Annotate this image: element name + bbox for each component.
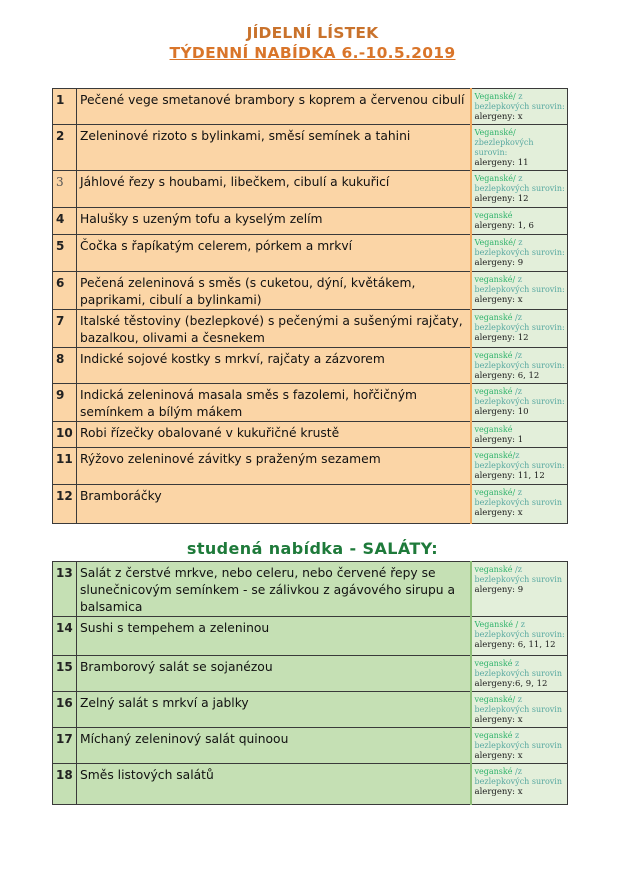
dish-number: 14 [53, 617, 77, 656]
menu-row [53, 384, 568, 422]
dish-number: 6 [53, 272, 77, 310]
vegan-label: Veganské/ [474, 92, 516, 101]
gluten-free-label: z bezlepkových surovin: [474, 238, 565, 257]
dish-info [471, 89, 568, 125]
gluten-free-label: /z bezlepkových surovin: [474, 313, 565, 332]
allergens-label: alergeny: 1, 6 [474, 221, 534, 231]
dish-number: 17 [53, 728, 77, 764]
dish-number: 7 [53, 310, 77, 348]
dish-name: Jáhlové řezy s houbami, libečkem, cibulí a kukuřicí [77, 171, 471, 208]
dish-info [471, 617, 568, 656]
menu-row [53, 448, 568, 485]
dish-number: 16 [53, 692, 77, 728]
menu-row [53, 125, 568, 171]
menu-row [53, 656, 568, 692]
dish-info [471, 310, 568, 348]
dish-name: Bramborový salát se sojanézou [77, 656, 471, 692]
dish-name: Indické sojové kostky s mrkví, rajčaty a zázvorem [77, 348, 471, 384]
menu-row [53, 272, 568, 310]
allergens-label: alergeny: 11 [474, 158, 529, 168]
dish-number: 13 [53, 562, 77, 617]
dish-name: Čočka s řapíkatým celerem, pórkem a mrkví [77, 235, 471, 272]
allergens-label: alergeny: 11, 12 [474, 471, 545, 481]
gluten-free-label: z bezlepkových surovin: [474, 451, 565, 470]
menu-row [53, 171, 568, 208]
dish-number: 4 [53, 208, 77, 235]
menu-row [53, 485, 568, 524]
dish-number: 12 [53, 485, 77, 524]
menu-row [53, 310, 568, 348]
allergens-label: alergeny: 10 [474, 407, 529, 417]
dish-number: 1 [53, 89, 77, 125]
gluten-free-label: z bezlepkových surovin: [474, 174, 565, 193]
vegan-label: veganské/ [474, 451, 516, 460]
dish-info [471, 448, 568, 485]
dish-name: Míchaný zeleninový salát quinoou [77, 728, 471, 764]
allergens-label: alergeny: x [474, 508, 523, 518]
dish-name: Salát z čerstvé mrkve, nebo celeru, nebo červené řepy se slunečnicovým semínkem - se zálivkou z agávového sirupu a balsamica [77, 562, 471, 617]
vegan-label: veganské/ [474, 695, 516, 704]
dish-name: Zeleninové rizoto s bylinkami, směsí semínek a tahini [77, 125, 471, 171]
allergens-label: alergeny: 9 [474, 258, 524, 268]
menu-row [53, 208, 568, 235]
menu-row [53, 89, 568, 125]
vegan-label: veganské [474, 313, 513, 322]
menu-row [53, 617, 568, 656]
menu-row [53, 562, 568, 617]
gluten-free-label: z bezlepkových surovin [474, 731, 562, 750]
dish-info [471, 728, 568, 764]
gluten-free-label: /z bezlepkových surovin [474, 565, 562, 584]
dish-info [471, 348, 568, 384]
vegan-label: veganské [474, 565, 513, 574]
gluten-free-label: z bezlepkových surovin: [474, 620, 565, 639]
dish-info [471, 656, 568, 692]
menu-row [53, 728, 568, 764]
dish-name: Indická zeleninová masala směs s fazolemi, hořčičným semínkem a bílým mákem [77, 384, 471, 422]
allergens-label: alergeny: 6, 11, 12 [474, 640, 556, 650]
allergens-label: alergeny: x [474, 715, 523, 725]
allergens-label: alergeny: x [474, 112, 523, 122]
gluten-free-label: /z bezlepkových surovin: [474, 351, 565, 370]
dish-info [471, 562, 568, 617]
vegan-label: veganské [474, 767, 513, 776]
dish-info [471, 272, 568, 310]
page-title: JÍDELNÍ LÍSTEK [246, 24, 379, 42]
dish-name: Pečené vege smetanové brambory s koprem a červenou cibulí [77, 89, 471, 125]
menu-row [53, 348, 568, 384]
allergens-label: alergeny: 9 [474, 585, 524, 595]
allergens-label: alergeny: x [474, 751, 523, 761]
gluten-free-label: /z bezlepkových surovin: [474, 387, 565, 406]
dish-info [471, 235, 568, 272]
dish-number: 3 [53, 171, 77, 208]
dish-number: 9 [53, 384, 77, 422]
gluten-free-label: /z bezlepkových surovin [474, 767, 562, 786]
menu-row [53, 692, 568, 728]
allergens-label: alergeny: x [474, 295, 523, 305]
dish-info [471, 384, 568, 422]
dish-info [471, 208, 568, 235]
page-subtitle: TÝDENNÍ NABÍDKA 6.-10.5.2019 [169, 44, 456, 62]
dish-name: Rýžovo zeleninové závitky s praženým sezamem [77, 448, 471, 485]
vegan-label: veganské [474, 659, 513, 668]
vegan-label: veganské [474, 387, 513, 396]
dish-name: Směs listových salátů [77, 764, 471, 805]
menu-row [53, 422, 568, 448]
dish-name: Bramboráčky [77, 485, 471, 524]
dish-name: Italské těstoviny (bezlepkové) s pečenými a sušenými rajčaty, bazalkou, olivami a česnekem [77, 310, 471, 348]
dish-info [471, 485, 568, 524]
gluten-free-label: z bezlepkových surovin: [474, 92, 565, 111]
dish-info [471, 692, 568, 728]
dish-name: Pečená zeleninová s směs (s cuketou, dýní, květákem, paprikami, cibulí a bylinkami) [77, 272, 471, 310]
gluten-free-label: z bezlepkových surovin [474, 659, 562, 678]
dish-info [471, 171, 568, 208]
allergens-label: alergeny:6, 9, 12 [474, 679, 548, 689]
vegan-label: Veganské/ [474, 238, 516, 247]
dish-name: Robi řízečky obalované v kukuřičné krustě [77, 422, 471, 448]
vegan-label: Veganské/ [474, 128, 516, 137]
dish-name: Sushi s tempehem a zeleninou [77, 617, 471, 656]
allergens-label: alergeny: 6, 12 [474, 371, 540, 381]
menu-row [53, 235, 568, 272]
vegan-label: veganské/ [474, 275, 516, 284]
dish-info [471, 764, 568, 805]
gluten-free-label: z bezlepkových surovin [474, 695, 562, 714]
dish-name: Zelný salát s mrkví a jablky [77, 692, 471, 728]
vegan-label: Veganské/ [474, 174, 516, 183]
salads-section-title: studená nabídka - SALÁTY: [186, 539, 439, 558]
dish-number: 2 [53, 125, 77, 171]
allergens-label: alergeny: 1 [474, 435, 524, 445]
allergens-label: alergeny: 12 [474, 333, 529, 343]
vegan-label: veganské [474, 425, 513, 434]
hot-menu-table [52, 88, 568, 524]
allergens-label: alergeny: 12 [474, 194, 529, 204]
dish-number: 11 [53, 448, 77, 485]
gluten-free-label: zbezlepkových surovin: [474, 138, 534, 157]
gluten-free-label: z bezlepkových surovin: [474, 275, 565, 294]
dish-number: 5 [53, 235, 77, 272]
dish-name: Halušky s uzeným tofu a kyselým zelím [77, 208, 471, 235]
salads-menu-table [52, 561, 568, 805]
dish-info [471, 125, 568, 171]
allergens-label: alergeny: x [474, 787, 523, 797]
dish-number: 15 [53, 656, 77, 692]
vegan-label: veganské [474, 731, 513, 740]
vegan-label: Veganské / [474, 620, 521, 629]
dish-number: 18 [53, 764, 77, 805]
menu-row [53, 764, 568, 805]
vegan-label: veganské [474, 351, 513, 360]
vegan-label: veganské/ [474, 488, 516, 497]
dish-number: 10 [53, 422, 77, 448]
dish-number: 8 [53, 348, 77, 384]
vegan-label: veganské [474, 211, 513, 220]
gluten-free-label: z bezlepkových surovin [474, 488, 562, 507]
dish-info [471, 422, 568, 448]
